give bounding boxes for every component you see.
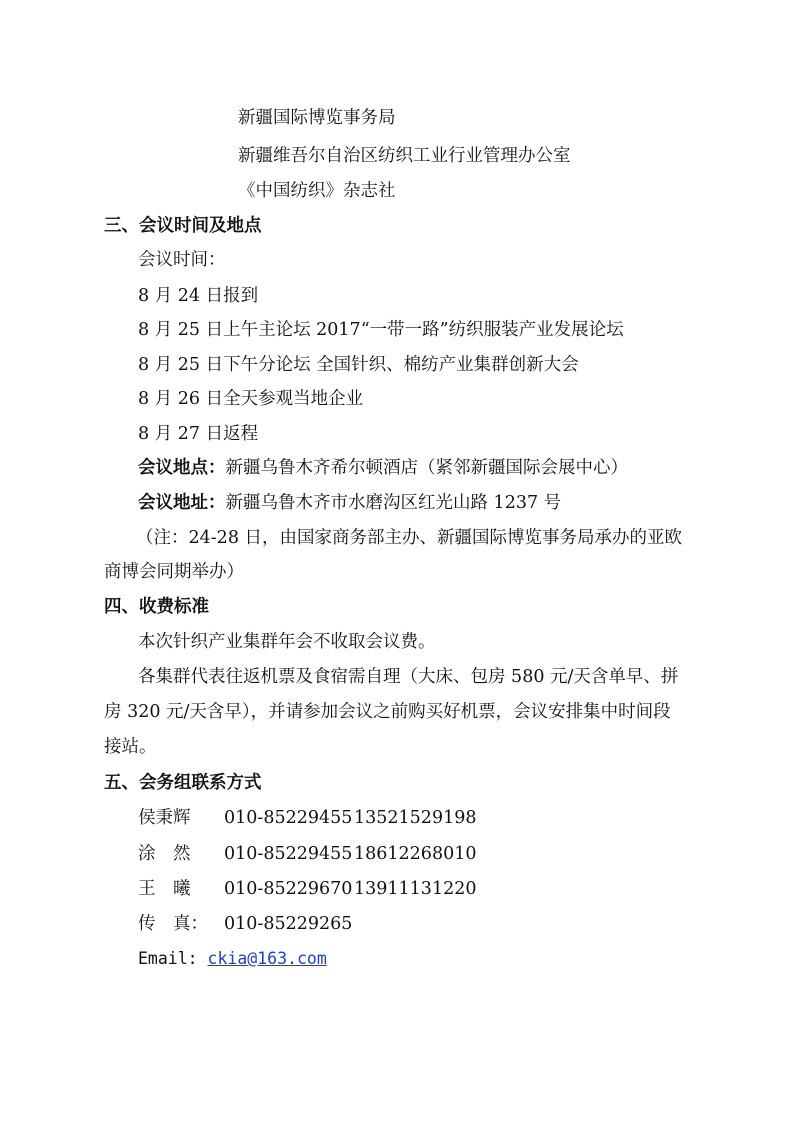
fax-number: 010-85229265	[224, 914, 353, 934]
contact-mobile: 18612268010	[354, 844, 477, 864]
email-label: Email:	[138, 949, 198, 968]
fee-paragraph-line: 本次针织产业集群年会不收取会议费。	[138, 632, 436, 652]
schedule-item: 8 月 25 日上午主论坛 2017“一带一路”纺织服装产业发展论坛	[138, 320, 624, 340]
address-label: 会议地址：	[138, 493, 226, 513]
contact-name: 王 曦	[138, 879, 191, 899]
contact-phone: 010-85229670	[224, 879, 353, 899]
contact-row	[138, 878, 476, 900]
section-heading-time-venue: 三、会议时间及地点	[104, 216, 262, 236]
contact-name: 涂 然	[138, 844, 191, 864]
fax-label: 传 真：	[138, 914, 208, 934]
contact-name: 侯秉辉	[138, 808, 191, 828]
address-line	[138, 492, 561, 514]
email-row	[138, 948, 327, 970]
schedule-item: 8 月 25 日下午分论坛 全国针织、棉纺产业集群创新大会	[138, 355, 579, 375]
fax-row	[138, 913, 354, 935]
schedule-item: 8 月 27 日返程	[138, 424, 259, 444]
note-line: 商博会同期举办）	[104, 562, 244, 582]
section-heading-contacts: 五、会务组联系方式	[104, 773, 262, 793]
schedule-item: 8 月 24 日报到	[138, 286, 259, 306]
email-link[interactable]: ckia@163.com	[207, 949, 327, 968]
venue-value: 新疆乌鲁木齐希尔顿酒店（紧邻新疆国际会展中心）	[225, 458, 628, 478]
fee-paragraph-line: 接站。	[104, 737, 157, 757]
organizer-line: 新疆国际博览事务局	[238, 108, 396, 128]
contact-phone: 010-85229455	[224, 808, 353, 828]
contact-row	[138, 807, 476, 829]
contact-mobile: 13911131220	[354, 879, 477, 899]
venue-line	[138, 457, 628, 479]
contact-row	[138, 843, 476, 865]
note-line: （注：24-28 日，由国家商务部主办、新疆国际博览事务局承办的亚欧	[136, 528, 683, 548]
venue-label: 会议地点：	[138, 458, 226, 478]
contact-mobile: 13521529198	[354, 808, 477, 828]
fee-paragraph-line: 各集群代表往返机票及食宿需自理（大床、包房 580 元/天含单早、拼	[138, 667, 679, 687]
organizer-line: 新疆维吾尔自治区纺织工业行业管理办公室	[238, 146, 571, 166]
meeting-time-label: 会议时间：	[138, 250, 226, 270]
contact-phone: 010-85229455	[224, 844, 353, 864]
fee-paragraph-line: 房 320 元/天含早），并请参加会议之前购买好机票，会议安排集中时间段	[104, 702, 671, 722]
section-heading-fees: 四、收费标准	[104, 597, 209, 617]
schedule-item: 8 月 26 日全天参观当地企业	[138, 389, 364, 409]
organizer-line: 《中国纺织》杂志社	[238, 181, 396, 201]
address-value: 新疆乌鲁木齐市水磨沟区红光山路 1237 号	[225, 493, 562, 513]
